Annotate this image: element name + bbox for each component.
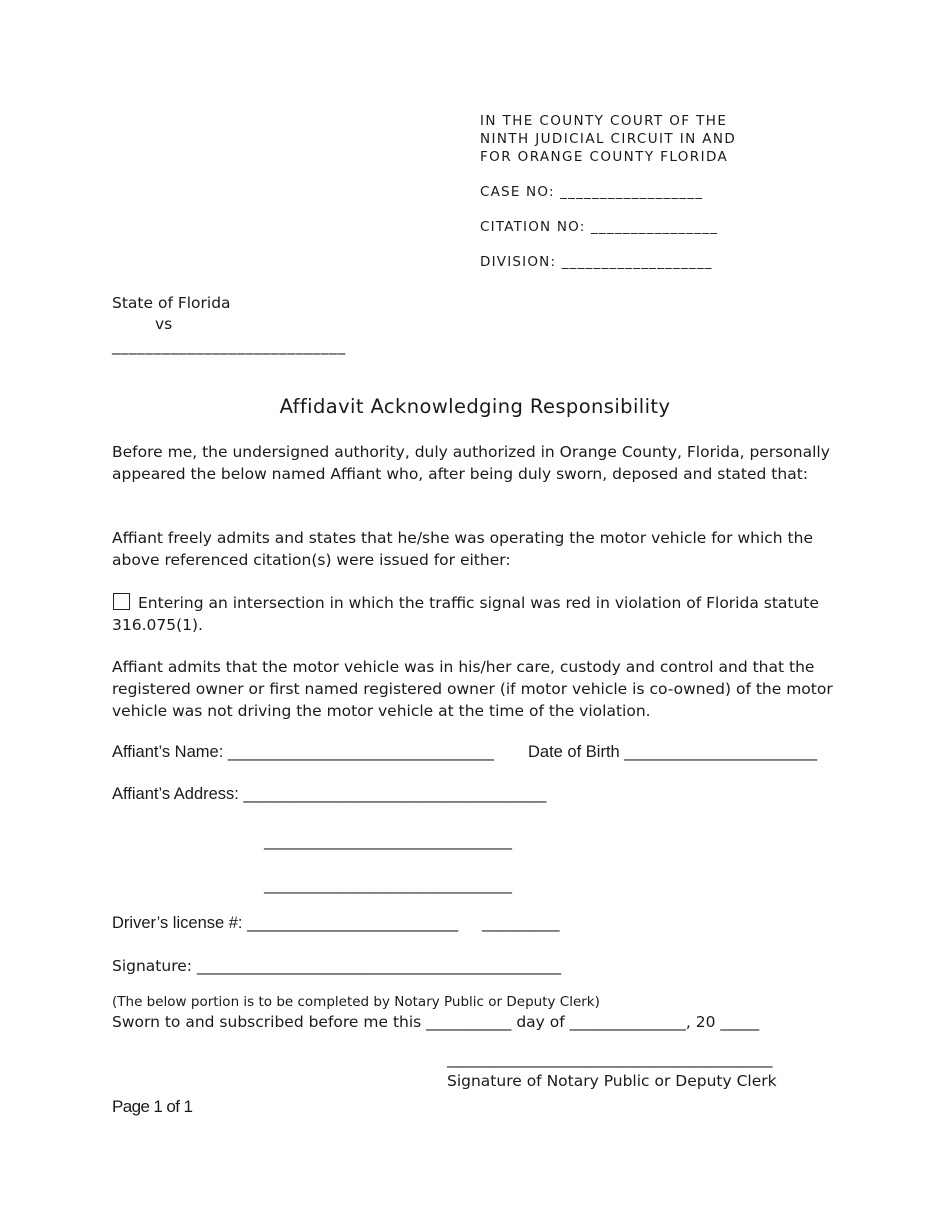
address-line-2-field[interactable]: ________________________________ [264,832,512,850]
affiant-address-field[interactable]: Affiant’s Address: _________________________________ [112,785,547,803]
drivers-license-field[interactable]: Driver’s license #: _______________________ [112,914,459,932]
page-number: Page 1 of 1 [112,1097,193,1116]
notary-note: (The below portion is to be completed by Notary Public or Deputy Clerk) [112,994,600,1010]
document-title: Affidavit Acknowledging Responsibility [279,395,671,418]
case-no-field[interactable]: CASE NO: __________________ [480,184,704,200]
custody-paragraph: Affiant admits that the motor vehicle was in his/her care, custody and control and that the registered owner or first named registered owner (if motor vehicle is co-owned) of the motor vehicle was not driving the motor vehicle at the time of the violation. [112,658,833,720]
affiant-name-field[interactable]: Affiant’s Name: _____________________________ [112,743,494,761]
affiant-signature-field[interactable]: Signature: _______________________________________________ [112,957,562,975]
notary-signature-caption: Signature of Notary Public or Deputy Clerk [447,1072,777,1090]
notary-signature-field[interactable]: __________________________________________ [447,1050,773,1068]
court-header-line2: NINTH JUDICIAL CIRCUIT IN AND [480,131,737,147]
citation-no-field[interactable]: CITATION NO: ________________ [480,219,719,235]
admission-paragraph: Affiant freely admits and states that he/she was operating the motor vehicle for which the above referenced citation(s) were issued for either: [112,529,813,569]
intro-paragraph: Before me, the undersigned authority, duly authorized in Orange County, Florida, personally appeared the below named Affiant who, after being duly sworn, deposed and stated that: [112,443,830,483]
versus-label: vs [155,315,173,333]
defendant-field[interactable]: ____________________________ [112,337,346,355]
address-line-3-field[interactable]: ________________________________ [264,876,512,894]
plaintiff-name: State of Florida [112,294,231,312]
date-of-birth-field[interactable]: Date of Birth _____________________ [528,743,817,761]
sworn-statement-field[interactable]: Sworn to and subscribed before me this ___________ day of _______________, 20 _____ [112,1013,760,1031]
court-header-line1: IN THE COUNTY COURT OF THE [480,113,728,129]
drivers-license-field-extension[interactable]: __________ [482,914,560,932]
court-header-line3: FOR ORANGE COUNTY FLORIDA [480,149,729,165]
checkbox-label: Entering an intersection in which the traffic signal was red in violation of Florida statute 316.075(1). [112,594,819,634]
division-field[interactable]: DIVISION: ___________________ [480,254,713,270]
court-header [480,112,736,166]
